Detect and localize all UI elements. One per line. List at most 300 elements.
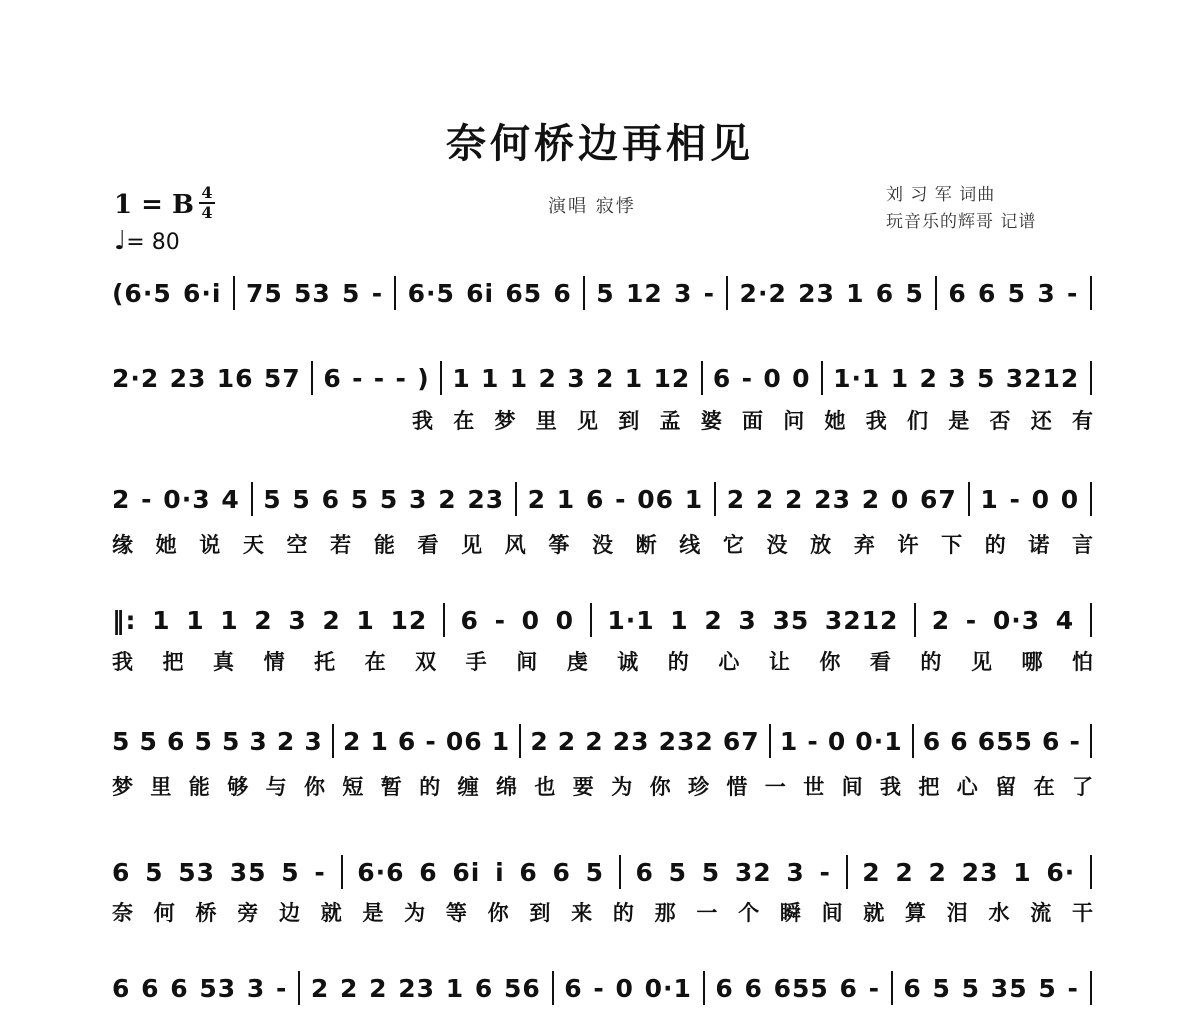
note-token: 5	[585, 857, 605, 887]
note-token: 6	[712, 363, 732, 393]
note-token: 4	[221, 484, 240, 514]
note-token: 5	[905, 278, 924, 308]
lyric-char: 流	[1030, 900, 1054, 925]
lyric-char: 否	[989, 408, 1013, 433]
note-token: -	[276, 973, 288, 1003]
barline	[1090, 603, 1092, 637]
note-token: 1	[452, 363, 471, 393]
barline	[726, 276, 728, 310]
note-token: 12	[625, 278, 663, 308]
note-token: 1	[186, 605, 205, 635]
note-token: 5	[596, 278, 615, 308]
tempo-value: = 80	[126, 230, 180, 255]
barline	[701, 361, 703, 395]
lyric-char: 梦	[112, 774, 135, 799]
lyric-char: 看	[417, 532, 441, 557]
notation-row-2-notes	[112, 361, 1092, 395]
lyric-char: 留	[995, 774, 1019, 799]
note-token: 3	[786, 857, 805, 887]
note-token: 3	[409, 484, 428, 514]
note-token: 6	[321, 484, 340, 514]
barline	[1090, 276, 1092, 310]
note-token: 1	[890, 363, 910, 393]
note-token: 5	[281, 857, 300, 887]
lyric-char: 空	[286, 532, 310, 557]
note-token: 2	[342, 726, 362, 756]
barline	[1090, 482, 1092, 516]
barline	[583, 276, 585, 310]
note-token: -	[494, 605, 506, 635]
note-token: 1	[670, 605, 689, 635]
lyric-char: 缘	[112, 532, 135, 557]
note-token: 2	[595, 363, 615, 393]
tempo-marking	[114, 226, 180, 256]
barline	[341, 855, 343, 889]
lyric-char: 我	[112, 649, 135, 674]
lyric-char: 暂	[380, 774, 404, 799]
lyric-char: 到	[529, 900, 553, 925]
note-token: 6	[635, 857, 654, 887]
note-token: -	[352, 363, 364, 393]
barline	[769, 724, 771, 758]
note-token: 5	[379, 484, 399, 514]
lyric-char: 那	[654, 900, 678, 925]
note-token: 2	[785, 484, 804, 514]
note-token: 5	[961, 973, 981, 1003]
note-token: 5	[194, 726, 213, 756]
lyric-char: 奈	[112, 900, 135, 925]
note-token: 5	[932, 973, 951, 1003]
note-token: 2	[369, 973, 388, 1003]
lyric-char: 见	[577, 408, 600, 433]
barline	[443, 603, 445, 637]
note-token: 67	[920, 484, 957, 514]
note-token: 2·2	[739, 278, 787, 308]
notation-row-4-notes	[112, 603, 1092, 637]
notation-row-6	[112, 855, 1092, 885]
note-token: 53	[293, 278, 331, 308]
notation-row-2	[112, 361, 1092, 391]
note-token: 16	[216, 363, 254, 393]
note-token: -	[1067, 973, 1079, 1003]
lyric-char: 算	[905, 900, 929, 925]
lyric-char: 我	[880, 774, 903, 799]
lyric-char: 桥	[195, 900, 219, 925]
lyric-char: 是	[948, 408, 972, 433]
lyric-char: 有	[1072, 408, 1095, 433]
lyric-char: 的	[984, 532, 1008, 557]
note-token: 0	[615, 973, 634, 1003]
note-token: i	[495, 857, 505, 887]
lyric-char: 放	[810, 532, 834, 557]
note-token: -	[425, 726, 437, 756]
note-token: 6	[166, 726, 186, 756]
lyric-char: 我	[412, 408, 435, 433]
lyric-char: 哪	[1021, 649, 1045, 674]
lyric-char: 下	[941, 532, 965, 557]
note-token: 2	[438, 484, 457, 514]
note-token: 5	[342, 278, 361, 308]
notation-row-6-notes	[112, 855, 1092, 889]
lyric-char: 间	[841, 774, 865, 799]
lyric-char: 世	[803, 774, 827, 799]
note-token: 6	[112, 857, 131, 887]
note-token: 6	[112, 973, 131, 1003]
barline	[440, 361, 442, 395]
barline	[1090, 361, 1092, 395]
notation-row-4	[112, 603, 1092, 633]
note-token: 06	[637, 484, 675, 514]
note-token: 12	[390, 605, 428, 635]
barline	[1090, 855, 1092, 889]
note-token: 0	[827, 726, 847, 756]
barline	[251, 482, 253, 516]
barline	[891, 971, 893, 1005]
note-token: 6	[141, 973, 160, 1003]
note-token: -	[807, 726, 819, 756]
note-token: 3212	[1005, 363, 1080, 393]
lyric-char: 说	[199, 532, 223, 557]
lyric-char: 筝	[548, 532, 572, 557]
note-token: 1	[220, 605, 239, 635]
note-token: -	[819, 857, 831, 887]
barline	[311, 361, 313, 395]
lyric-char: 她	[155, 532, 179, 557]
note-token: 0	[792, 363, 811, 393]
lyric-char: 弃	[853, 532, 877, 557]
barline	[846, 855, 848, 889]
notation-row-7	[112, 971, 1092, 1001]
note-token: 1	[846, 278, 865, 308]
lyric-char: 面	[742, 408, 765, 433]
note-token: 23	[814, 484, 851, 514]
note-token: 75	[245, 278, 283, 308]
lyric-char: 见	[970, 649, 994, 674]
note-token: 6	[948, 278, 967, 308]
lyric-char: 若	[330, 532, 354, 557]
note-token: 1	[370, 726, 389, 756]
time-signature	[198, 184, 216, 222]
lyric-row-3	[112, 529, 1095, 557]
lyric-char: 手	[465, 649, 489, 674]
notation-row-1	[112, 276, 1092, 306]
lyric-row-5	[112, 771, 1095, 799]
lyric-char: 为	[404, 900, 428, 925]
note-token: 5	[1007, 278, 1027, 308]
lyric-char: 让	[768, 649, 792, 674]
lyric-char: 在	[364, 649, 388, 674]
note-token: 2	[310, 973, 330, 1003]
notation-row-5-notes	[112, 724, 1092, 758]
lyric-char: 你	[649, 774, 673, 799]
note-token: 1	[491, 726, 511, 756]
note-token: 6	[978, 278, 997, 308]
note-token: 6	[564, 973, 583, 1003]
barline	[590, 603, 592, 637]
lyric-char: 为	[611, 774, 635, 799]
note-token: -	[1066, 278, 1079, 308]
note-token: 0	[521, 605, 541, 635]
lyric-char: 与	[265, 774, 289, 799]
barline	[552, 971, 554, 1005]
lyric-char: 何	[153, 900, 177, 925]
note-token: 2	[339, 973, 359, 1003]
note-token: 0·1	[855, 726, 903, 756]
note-token: 35	[229, 857, 267, 887]
note-token: 2	[254, 605, 273, 635]
note-token: 06	[445, 726, 483, 756]
barline	[394, 276, 396, 310]
note-token: 4	[1055, 605, 1075, 635]
lyric-char: 心	[718, 649, 742, 674]
lyric-char: 没	[592, 532, 615, 557]
note-token: -	[371, 278, 384, 308]
note-token: 67	[722, 726, 760, 756]
note-token: 3	[288, 605, 307, 635]
note-token: 2	[112, 484, 131, 514]
note-token: 232	[658, 726, 714, 756]
barline	[1090, 724, 1092, 758]
lyric-char: 要	[572, 774, 596, 799]
lyric-char: 它	[722, 532, 746, 557]
barline	[912, 724, 914, 758]
note-token: 1	[481, 363, 500, 393]
note-token: 2	[704, 605, 723, 635]
lyric-char: 问	[783, 408, 807, 433]
lyric-char: 旁	[237, 900, 261, 925]
note-token: 2·2	[112, 363, 160, 393]
performer-credit: 演唱 寂悸	[548, 196, 636, 217]
note-token: -	[395, 363, 407, 393]
note-token: 6	[323, 363, 342, 393]
key-signature: 1 = B	[114, 190, 194, 220]
lyric-char: 虔	[566, 649, 590, 674]
lyric-char: 真	[213, 649, 237, 674]
note-token: 2	[919, 363, 938, 393]
note-token: 5	[701, 857, 721, 887]
note-token: 0·1	[644, 973, 692, 1003]
note-token: 12	[653, 363, 691, 393]
note-token: 6	[1041, 726, 1061, 756]
note-token: 2	[928, 857, 947, 887]
note-token: 6	[419, 857, 438, 887]
note-token: 5	[976, 363, 996, 393]
lyric-char: 就	[863, 900, 887, 925]
lyric-row-6	[112, 897, 1095, 925]
lyric-char: 还	[1030, 408, 1054, 433]
lyric-char: 双	[415, 649, 439, 674]
lyric-char: 水	[988, 900, 1012, 925]
barline	[821, 361, 823, 395]
lyric-char: 短	[342, 774, 366, 799]
lyric-char: 风	[504, 532, 528, 557]
note-token: 5	[668, 857, 687, 887]
lyric-char: 我	[865, 408, 889, 433]
note-token: ‖:	[112, 605, 137, 635]
note-token: 2	[538, 363, 557, 393]
barline	[714, 482, 716, 516]
note-token: )	[417, 363, 430, 393]
note-token: 3	[249, 726, 268, 756]
note-token: 0·3	[163, 484, 211, 514]
barline	[298, 971, 300, 1005]
note-token: 32	[734, 857, 772, 887]
note-token: -	[1009, 484, 1021, 514]
barline	[1090, 971, 1092, 1005]
lyric-char: 是	[362, 900, 386, 925]
lyric-char: 能	[373, 532, 397, 557]
note-token: -	[373, 363, 386, 393]
note-token: 1	[980, 484, 999, 514]
lyric-char: 一	[696, 900, 720, 925]
notation-row-3-notes	[112, 482, 1092, 516]
lyric-char: 能	[188, 774, 212, 799]
note-token: 6	[474, 973, 494, 1003]
barline	[519, 724, 521, 758]
score-title: 奈何桥边再相见	[446, 120, 754, 167]
time-signature-top: 4	[201, 183, 213, 202]
note-token: 6	[875, 278, 895, 308]
note-token: 1	[779, 726, 799, 756]
notation-row-7-notes	[112, 971, 1092, 1005]
note-token: 6·	[1046, 857, 1076, 887]
note-token: 655	[773, 973, 829, 1003]
note-token: 1	[624, 363, 644, 393]
note-token: 1	[445, 973, 465, 1003]
lyric-char: 许	[897, 532, 921, 557]
lyric-char: 把	[162, 649, 186, 674]
note-token: -	[868, 973, 880, 1003]
note-token: 2	[527, 484, 547, 514]
lyric-char: 泪	[946, 900, 970, 925]
note-token: 5	[221, 726, 241, 756]
note-token: 6	[552, 857, 571, 887]
note-token: 53	[199, 973, 237, 1003]
lyric-char: 线	[679, 532, 703, 557]
barline	[935, 276, 937, 310]
note-token: 53	[178, 857, 216, 887]
notation-row-1-notes	[112, 276, 1092, 310]
note-token: 3	[948, 363, 967, 393]
note-token: 6	[519, 857, 538, 887]
note-token: 6i	[466, 278, 495, 308]
note-token: 1	[356, 605, 375, 635]
note-token: 23	[612, 726, 650, 756]
barline	[968, 482, 970, 516]
note-token: 6	[903, 973, 922, 1003]
note-token: 6	[744, 973, 763, 1003]
note-token: 3	[738, 605, 757, 635]
lyric-char: 边	[278, 900, 302, 925]
note-token: 1	[556, 484, 576, 514]
note-token: 6i	[452, 857, 481, 887]
lyric-char: 心	[956, 774, 980, 799]
note-token: 35	[990, 973, 1028, 1003]
note-token: -	[965, 605, 978, 635]
lyric-char: 她	[824, 408, 848, 433]
lyric-char: 天	[242, 532, 266, 557]
note-token: 5	[139, 726, 158, 756]
note-token: 2	[276, 726, 296, 756]
lyric-char: 瞬	[779, 900, 803, 925]
note-token: 5	[145, 857, 164, 887]
lyric-char: 到	[618, 408, 642, 433]
lyric-row-2	[112, 405, 1095, 433]
lyric-char: 的	[920, 649, 944, 674]
barline	[703, 971, 705, 1005]
lyric-char: 干	[1072, 900, 1095, 925]
note-token: 6	[950, 726, 969, 756]
note-token: 2	[895, 857, 914, 887]
note-token: 0	[1031, 484, 1051, 514]
lyric-char: 梦	[494, 408, 518, 433]
note-token: 2	[530, 726, 549, 756]
note-token: -	[741, 363, 754, 393]
note-token: 23	[798, 278, 835, 308]
note-token: 6	[553, 278, 572, 308]
note-token: 3212	[824, 605, 899, 635]
note-token: -	[1069, 726, 1081, 756]
note-token: 1·1	[607, 605, 655, 635]
barline	[914, 603, 916, 637]
note-token: 2	[931, 605, 951, 635]
note-token: 5	[112, 726, 131, 756]
notation-row-3	[112, 482, 1092, 512]
note-token: 6	[460, 605, 479, 635]
note-token: -	[141, 484, 153, 514]
note-token: (6·5	[112, 278, 172, 308]
note-token: 0	[890, 484, 910, 514]
note-token: 655	[977, 726, 1033, 756]
note-token: 6	[839, 973, 858, 1003]
lyric-char: 的	[419, 774, 443, 799]
note-token: 5	[1038, 973, 1057, 1003]
lyric-char: 把	[918, 774, 942, 799]
lyric-char: 没	[766, 532, 790, 557]
note-token: 6·i	[182, 278, 222, 308]
lyric-char: 们	[907, 408, 930, 433]
note-token: 5	[292, 484, 311, 514]
time-signature-bottom: 4	[201, 203, 213, 222]
lyric-char: 惜	[726, 774, 750, 799]
note-token: 1·1	[833, 363, 881, 393]
quarter-note-icon: ♩	[114, 226, 127, 256]
lyric-char: 你	[819, 649, 843, 674]
lyric-char: 珍	[688, 774, 711, 799]
lyric-char: 断	[635, 532, 659, 557]
lyric-char: 诚	[617, 649, 641, 674]
lyric-char: 也	[534, 774, 558, 799]
lyric-char: 的	[667, 649, 691, 674]
note-token: 23	[169, 363, 207, 393]
note-token: 5	[263, 484, 282, 514]
note-token: 0·3	[992, 605, 1041, 635]
note-token: 2	[862, 857, 881, 887]
note-token: 3	[567, 363, 586, 393]
note-token: 0	[1060, 484, 1080, 514]
lyric-char: 绵	[496, 774, 519, 799]
note-token: 6	[585, 484, 605, 514]
lyric-char: 缠	[457, 774, 481, 799]
barline	[233, 276, 235, 310]
barline	[332, 724, 334, 758]
note-token: 23	[961, 857, 999, 887]
note-token: 6·6	[357, 857, 405, 887]
lyric-char: 了	[1072, 774, 1095, 799]
lyric-row-4	[112, 646, 1095, 674]
note-token: 35	[772, 605, 810, 635]
lyrics-composer-credit: 刘 习 军 词曲	[886, 185, 996, 205]
